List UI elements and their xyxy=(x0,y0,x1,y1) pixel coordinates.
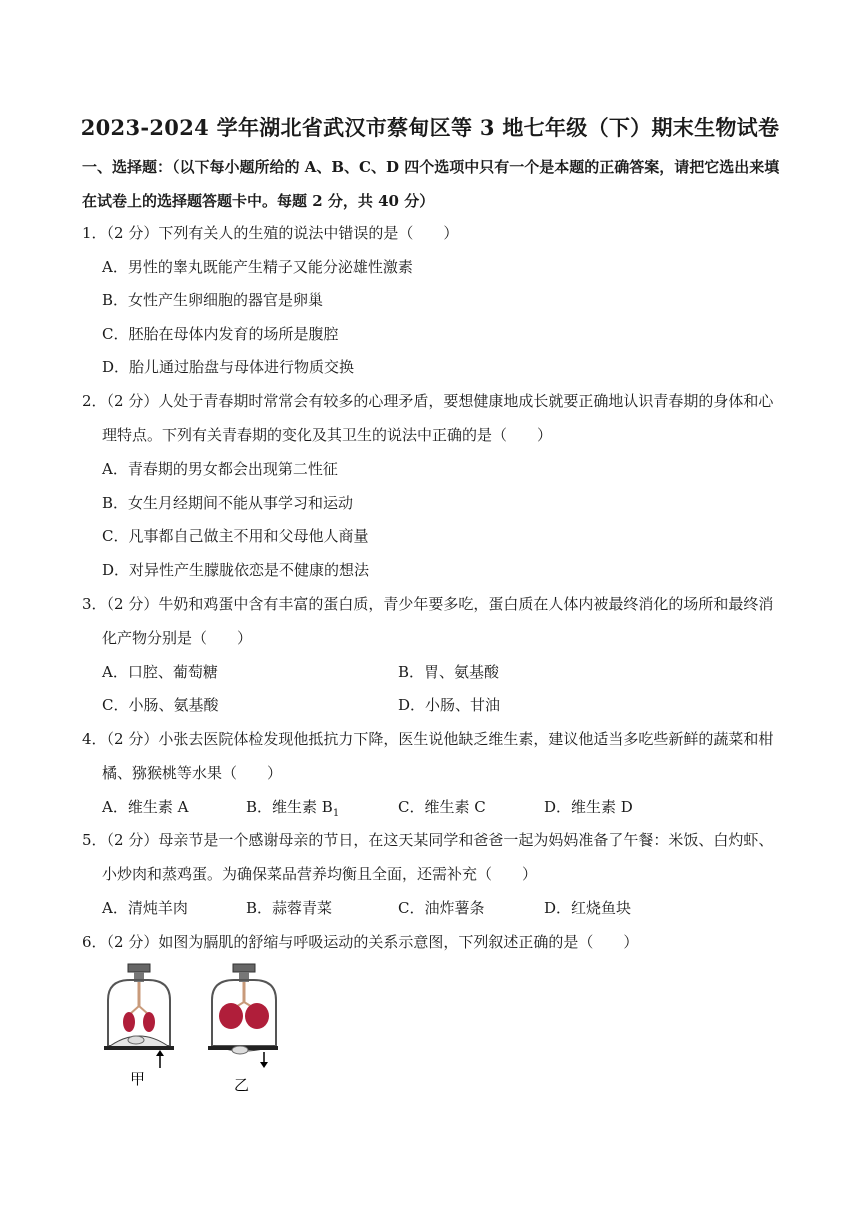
figure-label-left: 甲 xyxy=(130,1070,146,1088)
question-2 xyxy=(82,384,782,452)
option-b: B．女生月经期间不能从事学习和运动 xyxy=(102,494,354,512)
question-stem: 3．（2 分）牛奶和鸡蛋中含有丰富的蛋白质，青少年要多吃，蛋白质在人体内被最终消化的场所和最终消 xyxy=(82,595,774,613)
option-d: D．小肠、甘油 xyxy=(398,696,501,714)
figure-label-right: 乙 xyxy=(234,1076,250,1094)
page-title: 2023-2024 学年湖北省武汉市蔡甸区等 3 地七年级（下）期末生物试卷 xyxy=(80,115,780,140)
option-c: C．油炸薯条 xyxy=(398,899,485,917)
option-a: A．口腔、葡萄糖 xyxy=(102,663,218,681)
option-b-subscript: 1 xyxy=(332,808,340,819)
question-stem: 4．（2 分）小张去医院体检发现他抵抗力下降，医生说他缺乏维生素，建议他适当多吃些新鲜的蔬菜和柑 xyxy=(82,730,774,748)
question-stem: 5．（2 分）母亲节是一个感谢母亲的节日，在这天某同学和爸爸一起为妈妈准备了午餐：米饭、白灼虾、 xyxy=(82,831,774,849)
option-d: D．维生素 D xyxy=(544,798,633,816)
question-stem-cont: 理特点。下列有关青春期的变化及其卫生的说法中正确的是（ ） xyxy=(102,426,553,444)
option-a: A．维生素 A xyxy=(102,798,189,816)
question-stem: 6．（2 分）如图为膈肌的舒缩与呼吸运动的关系示意图，下列叙述正确的是（ ） xyxy=(82,933,639,951)
section-heading xyxy=(82,150,782,218)
question-stem-cont: 小炒肉和蒸鸡蛋。为确保菜品营养均衡且全面，还需补充（ ） xyxy=(102,865,538,883)
option-c: C．凡事都自己做主不用和父母他人商量 xyxy=(102,527,369,545)
option-d: D．对异性产生朦胧依恋是不健康的想法 xyxy=(102,561,370,579)
option-a: A．青春期的男女都会出现第二性征 xyxy=(102,460,338,478)
option-c: C．维生素 C xyxy=(398,798,486,816)
section-heading-line2: 在试卷上的选择题答题卡中。每题 2 分，共 40 分） xyxy=(82,192,435,210)
option-b: B．胃、氨基酸 xyxy=(398,663,500,681)
option-b xyxy=(246,797,339,824)
option-b: B．女性产生卵细胞的器官是卵巢 xyxy=(102,291,324,309)
question-6 xyxy=(82,925,782,959)
section-heading-line1: 一、选择题：（以下每小题所给的 A、B、C、D 四个选项中只有一个是本题的正确答案，请把它选出来填 xyxy=(82,158,780,176)
question-stem-cont: 橘、猕猴桃等水果（ ） xyxy=(102,764,283,782)
question-3 xyxy=(82,587,782,655)
question-stem-cont: 化产物分别是（ ） xyxy=(102,629,253,647)
question-stem: 1．（2 分）下列有关人的生殖的说法中错误的是（ ） xyxy=(82,224,459,242)
diaphragm-figure xyxy=(100,960,300,1100)
option-c: C．小肠、氨基酸 xyxy=(102,696,219,714)
option-b-text: B．维生素 B xyxy=(246,798,333,816)
question-1 xyxy=(82,216,782,250)
option-c: C．胚胎在母体内发育的场所是腹腔 xyxy=(102,325,339,343)
option-a: A．男性的睾丸既能产生精子又能分泌雄性激素 xyxy=(102,258,413,276)
option-d: D．红烧鱼块 xyxy=(544,899,632,917)
bell-jar-diagram xyxy=(100,960,300,1100)
option-a: A．清炖羊肉 xyxy=(102,899,188,917)
bell-jar-right xyxy=(208,964,278,1068)
option-b: B．蒜蓉青菜 xyxy=(246,899,333,917)
question-5 xyxy=(82,823,782,891)
question-4 xyxy=(82,722,782,790)
bell-jar-left xyxy=(104,964,174,1068)
question-stem: 2．（2 分）人处于青春期时常常会有较多的心理矛盾，要想健康地成长就要正确地认识青春期的身体和心 xyxy=(82,392,774,410)
option-d: D．胎儿通过胎盘与母体进行物质交换 xyxy=(102,358,355,376)
